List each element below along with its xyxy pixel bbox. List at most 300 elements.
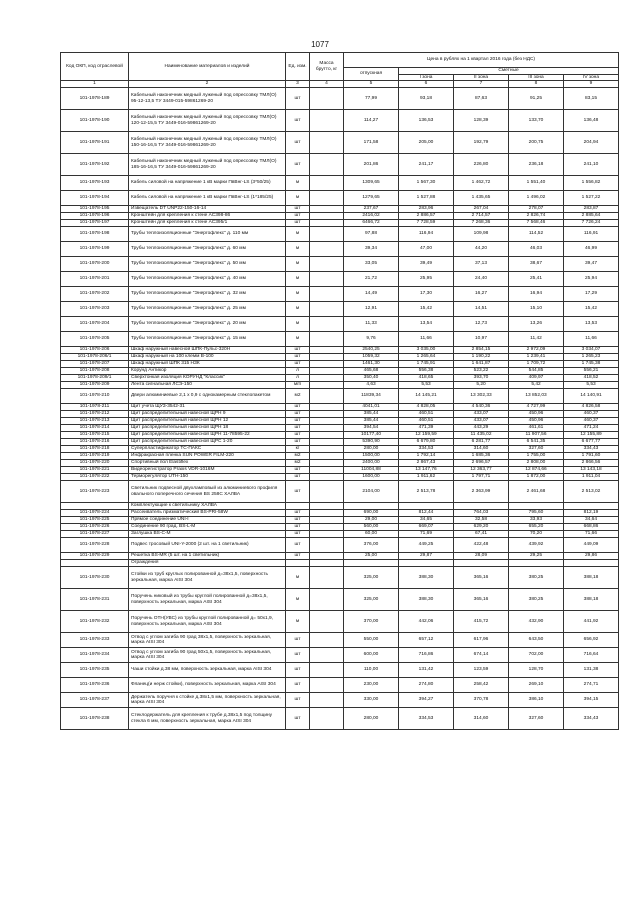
price-zone1: 47,00	[399, 242, 454, 257]
price-zone1: 6 679,80	[399, 439, 454, 446]
price-zone2: 11 435,02	[454, 432, 509, 439]
price-otpusknaya: 60,00	[344, 531, 399, 538]
price-zone1: 17,30	[399, 287, 454, 302]
price-otpusknaya: 1600,00	[344, 474, 399, 481]
table-row	[61, 257, 619, 272]
price-zone1: 283,96	[399, 206, 454, 213]
item-code: 101-1978-192	[61, 154, 129, 176]
item-unit: шт	[286, 110, 310, 132]
column-number: 5	[344, 81, 399, 88]
price-zone4: 716,64	[564, 648, 619, 663]
price-otpusknaya: 1279,65	[344, 191, 399, 206]
price-zone3: 269,10	[509, 678, 564, 693]
item-name: Светильник подвесной двухламповый из алюминиевого профиля овального поперечного сечения BS 258С ХАЛВА	[129, 481, 286, 503]
price-zone3: 380,25	[509, 567, 564, 589]
price-zone2: 37,13	[454, 257, 509, 272]
table-row	[61, 503, 619, 510]
price-otpusknaya: 4,63	[344, 382, 399, 389]
price-zone1	[399, 560, 454, 567]
item-mass	[310, 227, 344, 242]
price-zone1: 136,53	[399, 110, 454, 132]
item-code: 101-1978-209	[61, 382, 129, 389]
item-code: 101-1978-238	[61, 708, 129, 730]
price-zone3: 91,25	[509, 88, 564, 110]
item-unit: шт	[286, 132, 310, 154]
price-zone2: 267,04	[454, 206, 509, 213]
price-zone4: 204,94	[564, 132, 619, 154]
column-number: 2	[129, 81, 286, 88]
item-unit: м2	[286, 389, 310, 404]
price-zone2: 674,14	[454, 648, 509, 663]
price-zone2	[454, 560, 509, 567]
price-zone3: 2 461,68	[509, 481, 564, 503]
price-zone3: 13,26	[509, 317, 564, 332]
price-zone3: 11 907,56	[509, 432, 564, 439]
price-zone1: 1 792,14	[399, 453, 454, 460]
item-unit: шт	[286, 361, 310, 368]
price-zone3: 70,20	[509, 531, 564, 538]
item-mass	[310, 531, 344, 538]
price-otpusknaya: 14,49	[344, 287, 399, 302]
price-zone2: 1 462,72	[454, 176, 509, 191]
price-zone3: 1 755,00	[509, 453, 564, 460]
column-number: 7	[454, 81, 509, 88]
item-name: Инфракрасная пленка SUN POWER FILM-220	[129, 453, 286, 460]
price-zone1: 93,18	[399, 88, 454, 110]
price-zone3: 4 727,99	[509, 404, 564, 411]
price-zone2: 617,96	[454, 633, 509, 648]
item-code: 101-1978-193	[61, 176, 129, 191]
price-zone2: 5,20	[454, 382, 509, 389]
price-zone3: 2 826,74	[509, 213, 564, 220]
price-zone2: 422,48	[454, 538, 509, 553]
item-mass	[310, 524, 344, 531]
item-name: Прямое соединение UNI-I	[129, 517, 286, 524]
price-zone1: 716,86	[399, 648, 454, 663]
item-unit: м	[286, 302, 310, 317]
item-code	[61, 503, 129, 510]
item-mass	[310, 88, 344, 110]
item-mass	[310, 567, 344, 589]
item-unit: л	[286, 368, 310, 375]
item-unit: м	[286, 227, 310, 242]
item-name: Трубы теплоизоляционные "Энергофлекс" д. 60 мм	[129, 242, 286, 257]
price-otpusknaya: 394,54	[344, 425, 399, 432]
item-unit: шт	[286, 481, 310, 503]
item-code: 101-1978-195	[61, 206, 129, 213]
item-code: 101-1978-200	[61, 257, 129, 272]
price-zone4: 1 556,82	[564, 176, 619, 191]
price-zone4: 5,53	[564, 382, 619, 389]
table-row	[61, 317, 619, 332]
price-otpusknaya: 1059,32	[344, 354, 399, 361]
price-zone4: 471,24	[564, 425, 619, 432]
table-row	[61, 633, 619, 648]
item-name: Чаши стойки д.38 мм, поверхность зеркальная, марка AISI 304	[129, 663, 286, 678]
price-zone1: 12 159,59	[399, 432, 454, 439]
table-row	[61, 446, 619, 453]
item-code: 101-1978-222	[61, 474, 129, 481]
price-zone1: 1 567,30	[399, 176, 454, 191]
header-zone4: IV зона	[564, 74, 619, 81]
item-name: Стеклодержатель для крепления к трубе д.38х1,5 под толщину стекла 6 мм, поверхность зеркальная, марка AISI 304	[129, 708, 286, 730]
price-zone1: 1 265,64	[399, 354, 454, 361]
price-otpusknaya: 1500,00	[344, 453, 399, 460]
item-code: 101-1978-197	[61, 220, 129, 227]
item-unit: шт	[286, 411, 310, 418]
price-zone2: 2 696,57	[454, 460, 509, 467]
price-zone1: 1 911,62	[399, 474, 454, 481]
item-unit: л	[286, 375, 310, 382]
item-unit: шт	[286, 354, 310, 361]
price-zone4: 656,92	[564, 633, 619, 648]
price-zone1: 1 527,88	[399, 191, 454, 206]
price-zone4: 418,52	[564, 375, 619, 382]
item-unit: м	[286, 287, 310, 302]
price-zone3: 1 496,02	[509, 191, 564, 206]
price-zone4: 449,09	[564, 538, 619, 553]
item-code: 101-1978-223	[61, 481, 129, 503]
item-mass	[310, 474, 344, 481]
price-zone3: 6 541,35	[509, 439, 564, 446]
price-zone1: 556,38	[399, 368, 454, 375]
price-zone4: 441,92	[564, 611, 619, 633]
item-code: 101-1978-206/1	[61, 354, 129, 361]
item-mass	[310, 503, 344, 510]
price-zone4: 812,19	[564, 510, 619, 517]
price-zone2: 314,60	[454, 708, 509, 730]
header-code: Код ОКП, код отраслевой	[61, 53, 129, 81]
table-row	[61, 272, 619, 287]
item-unit: шт	[286, 213, 310, 220]
price-zone4: 46,99	[564, 242, 619, 257]
item-unit: м	[286, 567, 310, 589]
item-code: 101-1978-198	[61, 227, 129, 242]
price-zone2: 13 302,33	[454, 389, 509, 404]
item-name: Щит распределительный навесной ЩРН 12	[129, 418, 286, 425]
item-mass	[310, 110, 344, 132]
price-zone1: 657,12	[399, 633, 454, 648]
header-mass: Масса брутто, кг	[310, 53, 344, 81]
price-zone4: 83,15	[564, 88, 619, 110]
price-zone3: 327,60	[509, 708, 564, 730]
item-unit: м	[286, 332, 310, 347]
price-zone3: 1 872,00	[509, 474, 564, 481]
item-mass	[310, 176, 344, 191]
item-name: Заглушка BS-C-M	[129, 531, 286, 538]
item-name: Спортивный пол Elastiflex	[129, 460, 286, 467]
price-zone4: 2 866,56	[564, 460, 619, 467]
price-zone2: 12,73	[454, 317, 509, 332]
item-code: 101-1978-232	[61, 611, 129, 633]
table-row	[61, 375, 619, 382]
item-mass	[310, 375, 344, 382]
price-zone3: 327,60	[509, 446, 564, 453]
item-mass	[310, 404, 344, 411]
price-zone3: 1 709,72	[509, 361, 564, 368]
item-name: Отвод с углом загиба 90 град 38х1,5, поверхность зеркальная, марка AISI 304	[129, 633, 286, 648]
table-row	[61, 418, 619, 425]
price-zone3: 5,42	[509, 382, 564, 389]
price-zone3: 29,25	[509, 553, 564, 560]
table-row	[61, 154, 619, 176]
price-zone3: 439,92	[509, 538, 564, 553]
price-zone4: 556,21	[564, 368, 619, 375]
price-zone2: 1 435,65	[454, 191, 509, 206]
price-zone1: 418,65	[399, 375, 454, 382]
price-zone1: 39,49	[399, 257, 454, 272]
item-code: 101-1978-219	[61, 453, 129, 460]
item-code: 101-1978-189	[61, 88, 129, 110]
price-otpusknaya: 230,00	[344, 678, 399, 693]
price-otpusknaya: 4041,01	[344, 404, 399, 411]
item-unit: шт	[286, 425, 310, 432]
item-unit: шт	[286, 510, 310, 517]
price-zone2: 365,16	[454, 567, 509, 589]
price-zone3: 13 852,03	[509, 389, 564, 404]
price-zone2: 1 190,22	[454, 354, 509, 361]
item-code: 101-1978-210	[61, 389, 129, 404]
price-zone4: 6 677,77	[564, 439, 619, 446]
price-zone2: 370,78	[454, 693, 509, 708]
item-name: Кабельный наконечник медный луженый под опрессовку ТМЛ(О) 150-16-16,5 ТУ 3449-016-59861269-20	[129, 132, 286, 154]
table-row	[61, 382, 619, 389]
item-name: Стойки из труб круглых полированной д=38х1,5, поверхность зеркальная, марка AISI 304	[129, 567, 286, 589]
item-mass	[310, 663, 344, 678]
header-smetnye: Сметные	[399, 68, 619, 75]
price-zone1: 131,42	[399, 663, 454, 678]
price-zone3: 1 551,40	[509, 176, 564, 191]
item-unit: шт	[286, 693, 310, 708]
table-row	[61, 538, 619, 553]
item-unit: шт	[286, 553, 310, 560]
table-row	[61, 481, 619, 503]
item-mass	[310, 317, 344, 332]
item-unit: шт	[286, 663, 310, 678]
item-name: Щит учета ЩУЗ-3542-31	[129, 404, 286, 411]
table-row	[61, 510, 619, 517]
item-unit: м	[286, 176, 310, 191]
item-name: Кабель силовой на напряжение 1 кВ марки ПвВнг-LS (3*50/25)	[129, 176, 286, 191]
price-otpusknaya: 2400,00	[344, 460, 399, 467]
item-name: Видеорегистратор Praxis VDR-1016M	[129, 467, 286, 474]
price-zone3	[509, 503, 564, 510]
price-zone1: 460,51	[399, 418, 454, 425]
price-zone3: 15,10	[509, 302, 564, 317]
price-zone2: 1 797,71	[454, 474, 509, 481]
item-name: Шкаф наружный ШПК 315 НЗК	[129, 361, 286, 368]
table-row	[61, 191, 619, 206]
price-zone1: 5,53	[399, 382, 454, 389]
price-zone3: 25,41	[509, 272, 564, 287]
price-zone1: 812,44	[399, 510, 454, 517]
column-number: 8	[509, 81, 564, 88]
price-zone1: 471,39	[399, 425, 454, 432]
price-zone4: 13 143,18	[564, 467, 619, 474]
item-unit: шт	[286, 206, 310, 213]
price-otpusknaya: 280,00	[344, 708, 399, 730]
price-otpusknaya: 33,05	[344, 257, 399, 272]
price-otpusknaya: 2104,00	[344, 481, 399, 503]
price-zone3: 432,90	[509, 611, 564, 633]
price-zone2: 7 268,36	[454, 220, 509, 227]
item-code: 101-1978-190	[61, 110, 129, 132]
item-name: Трубы теплоизоляционные "Энергофлекс" д. 15 мм	[129, 332, 286, 347]
price-zone2: 1 641,87	[454, 361, 509, 368]
item-code: 101-1978-214	[61, 425, 129, 432]
item-code: 101-1978-208	[61, 368, 129, 375]
price-zone1: 388,30	[399, 589, 454, 611]
item-unit: шт	[286, 418, 310, 425]
price-zone1: 13 147,76	[399, 467, 454, 474]
price-otpusknaya: 465,68	[344, 368, 399, 375]
item-mass	[310, 589, 344, 611]
item-mass	[310, 418, 344, 425]
price-zone3: 461,61	[509, 425, 564, 432]
table-row	[61, 332, 619, 347]
item-mass	[310, 354, 344, 361]
price-zone1: 394,27	[399, 693, 454, 708]
item-mass	[310, 382, 344, 389]
price-otpusknaya: 237,67	[344, 206, 399, 213]
price-zone3: 386,10	[509, 693, 564, 708]
item-mass	[310, 191, 344, 206]
price-otpusknaya: 110,00	[344, 663, 399, 678]
price-zone2: 12 363,77	[454, 467, 509, 474]
price-zone2: 2 854,15	[454, 347, 509, 354]
item-mass	[310, 411, 344, 418]
item-mass	[310, 132, 344, 154]
price-zone2	[454, 503, 509, 510]
item-code: 101-1978-205	[61, 332, 129, 347]
price-otpusknaya: 385,44	[344, 418, 399, 425]
item-mass	[310, 553, 344, 560]
item-code: 101-1978-191	[61, 132, 129, 154]
price-otpusknaya: 1461,30	[344, 361, 399, 368]
price-zone3: 38,67	[509, 257, 564, 272]
item-name: Щит распределительный навесной ЩРС 1-20	[129, 439, 286, 446]
item-mass	[310, 361, 344, 368]
table-row	[61, 287, 619, 302]
item-mass	[310, 287, 344, 302]
price-zone2: 32,58	[454, 517, 509, 524]
price-otpusknaya: 114,27	[344, 110, 399, 132]
price-zone3: 7 568,46	[509, 220, 564, 227]
price-zone4: 131,38	[564, 663, 619, 678]
item-name: Трубы теплоизоляционные "Энергофлекс" д. 110 мм	[129, 227, 286, 242]
price-otpusknaya: 325,00	[344, 567, 399, 589]
price-zone4: 7 726,24	[564, 220, 619, 227]
price-zone3: 33,93	[509, 517, 564, 524]
column-number: 6	[399, 81, 454, 88]
item-name: Отвод с углом загиба 90 град 50х1,5, поверхность зеркальная, марка AISI 304	[129, 648, 286, 663]
price-zone3: 133,70	[509, 110, 564, 132]
table-row	[61, 368, 619, 375]
table-row	[61, 227, 619, 242]
price-otpusknaya: 690,00	[344, 510, 399, 517]
price-zone4: 2 885,64	[564, 213, 619, 220]
item-unit: шт	[286, 439, 310, 446]
item-name: Поручень ОТН(УВС) из трубы круглой полированной д= 50х1,9, поверхность зеркальная, марка AISI 304	[129, 611, 286, 633]
item-unit: м	[286, 257, 310, 272]
item-unit: м2	[286, 453, 310, 460]
table-row	[61, 460, 619, 467]
item-code: 101-1978-235	[61, 663, 129, 678]
price-zone4: 283,87	[564, 206, 619, 213]
item-name: Поручень никовый из трубы круглой полированной д=38х1,5, поверхность зеркальная, марка AISI 304	[129, 589, 286, 611]
table-row	[61, 242, 619, 257]
price-otpusknaya: 5390,90	[344, 439, 399, 446]
price-zone4: 460,37	[564, 418, 619, 425]
item-name: Подвес тросовый UNI-Y-2000 (2 шт. на 1 светильник)	[129, 538, 286, 553]
price-zone3: 236,18	[509, 154, 564, 176]
item-name: Щит распределительный навесной ЩРН 18	[129, 425, 286, 432]
item-unit: м/п	[286, 382, 310, 389]
price-otpusknaya: 12,91	[344, 302, 399, 317]
price-otpusknaya: 350,40	[344, 375, 399, 382]
price-zone3: 702,00	[509, 648, 564, 663]
price-zone1	[399, 503, 454, 510]
item-mass	[310, 708, 344, 730]
price-zone2: 433,07	[454, 418, 509, 425]
price-zone3: 46,03	[509, 242, 564, 257]
item-code: 101-1978-230	[61, 567, 129, 589]
price-zone3: 16,94	[509, 287, 564, 302]
header-name: Наименование материалов и изделий	[129, 53, 286, 81]
item-code: 101-1978-206	[61, 347, 129, 354]
item-unit: кг	[286, 446, 310, 453]
price-otpusknaya: 370,00	[344, 611, 399, 633]
price-zone2: 28,09	[454, 553, 509, 560]
item-code: 101-1978-231	[61, 589, 129, 611]
price-otpusknaya: 10177,40	[344, 432, 399, 439]
table-row	[61, 524, 619, 531]
price-zone2: 67,41	[454, 531, 509, 538]
item-unit	[286, 560, 310, 567]
price-zone2: 629,20	[454, 524, 509, 531]
price-zone4	[564, 503, 619, 510]
table-row	[61, 110, 619, 132]
price-zone4: 460,37	[564, 411, 619, 418]
price-zone4: 1 745,38	[564, 361, 619, 368]
item-code: 101-1978-213	[61, 418, 129, 425]
price-table	[60, 52, 619, 730]
table-row	[61, 611, 619, 633]
table-row	[61, 474, 619, 481]
price-zone3: 655,20	[509, 524, 564, 531]
price-zone3: 12 874,66	[509, 467, 564, 474]
column-number: 4	[310, 81, 344, 88]
item-code: 101-1978-215	[61, 432, 129, 439]
column-number: 3	[286, 81, 310, 88]
item-name: Шкаф наружный навесной ШПК-Пульс-320Н	[129, 347, 286, 354]
item-name: Трубы теплоизоляционные "Энергофлекс" д. 20 мм	[129, 317, 286, 332]
price-zone1: 2 513,78	[399, 481, 454, 503]
item-name: Рассеиватель призматический BS-PRI-58W	[129, 510, 286, 517]
price-otpusknaya: 280,00	[344, 446, 399, 453]
table-row	[61, 220, 619, 227]
item-mass	[310, 332, 344, 347]
table-row	[61, 347, 619, 354]
price-zone2: 433,07	[454, 411, 509, 418]
price-zone1: 15,42	[399, 302, 454, 317]
item-name: Ограждения	[129, 560, 286, 567]
item-mass	[310, 272, 344, 287]
item-name: Лента сигнальная ЛСЭ-150	[129, 382, 286, 389]
item-mass	[310, 453, 344, 460]
price-otpusknaya: 2416,02	[344, 213, 399, 220]
item-code: 101-1978-233	[61, 633, 129, 648]
